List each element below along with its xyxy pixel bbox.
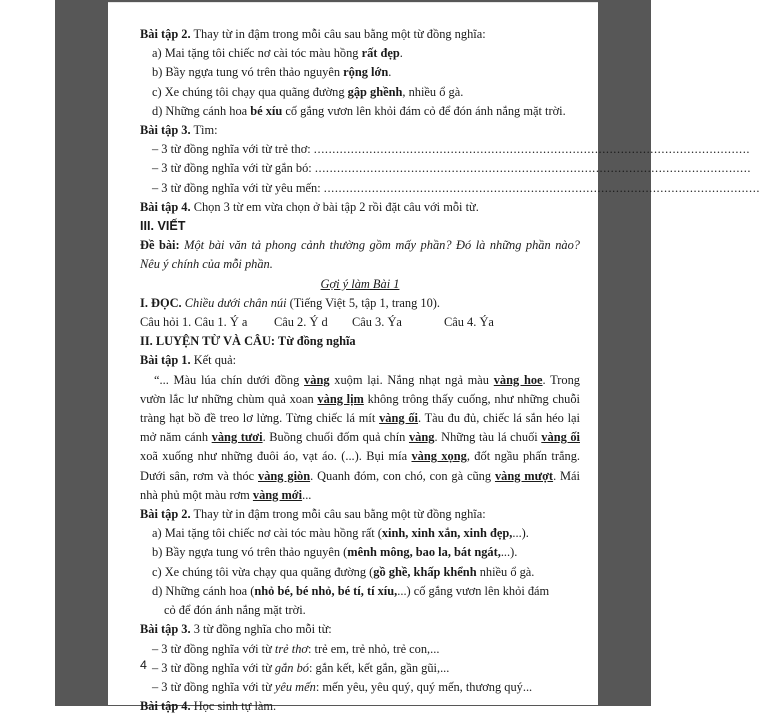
- item-text: Những cánh hoa (: [162, 583, 255, 598]
- exercise-prompt: Thay từ in đậm trong mỗi câu sau bằng một từ đồng nghĩa:: [190, 507, 486, 522]
- prompt-label: Đề bài:: [140, 238, 180, 253]
- item-text: Những cánh hoa: [162, 103, 251, 118]
- underlined-synonym: vàng mượt: [494, 468, 554, 483]
- item-text: – 3 từ đồng nghĩa với từ yêu mến:: [152, 180, 324, 195]
- item-bold-word: rộng lớn: [343, 65, 389, 80]
- answer-4-heading: [140, 697, 580, 716]
- prompt-text: Một bài văn tả phong cảnh thường gồm mấy phần? Đó là những phần nào? Nêu ý chính của mỗi phần.: [140, 238, 580, 272]
- question-answers-row: [140, 313, 580, 332]
- exercise-2-item-b: [140, 63, 580, 82]
- exercise-3-heading: [140, 121, 580, 140]
- item-text: , nhiều ổ gà.: [402, 84, 464, 99]
- exercise-3-item: [140, 159, 752, 178]
- exercise-prompt: Chọn 3 từ em vừa chọn ở bài tập 2 rồi đặt câu với mỗi từ.: [190, 199, 479, 214]
- passage-text: . Tàu đu đủ, chiếc lá sắn héo lại mở năm cánh: [140, 411, 580, 445]
- passage-text: . Buồng chuối đốm quả chín: [262, 430, 409, 445]
- item-text: .: [399, 46, 403, 61]
- underlined-synonym: vàng giòn: [258, 468, 311, 483]
- item-text: – 3 từ đồng nghĩa với từ trẻ thơ:: [152, 142, 314, 157]
- exercise-label: Bài tập 3.: [140, 123, 191, 138]
- item-marker: a): [152, 46, 162, 61]
- item-bold-word: mênh mông, bao la, bát ngát,: [347, 545, 501, 560]
- answer-2-item-c: [140, 563, 580, 582]
- exercise-label: Bài tập 3.: [140, 622, 191, 637]
- underlined-synonym: vàng: [304, 372, 330, 387]
- item-bold-word: nhỏ bé, bé nhỏ, bé tí, tí xíu,: [254, 583, 398, 598]
- item-marker: d): [152, 103, 163, 118]
- answer-2-heading: [140, 505, 580, 524]
- underlined-synonym: vàng ối: [541, 430, 580, 445]
- item-text: Mai tặng tôi chiếc nơ cài tóc màu hồng rất (: [161, 526, 382, 541]
- section-label: I. ĐỌC.: [140, 295, 182, 310]
- underlined-synonym: vàng hoe: [493, 372, 543, 387]
- item-text: Bầy ngựa tung vó trên thảo nguyên: [162, 65, 344, 80]
- answer-2-item-d: [140, 582, 580, 601]
- item-bold-word: xinh, xinh xắn, xinh đẹp,: [381, 526, 513, 541]
- item-text: Bầy ngựa tung vó trên thảo nguyên (: [162, 545, 348, 560]
- answer-1-passage: [140, 371, 580, 505]
- exercise-label: Bài tập 1.: [140, 353, 191, 368]
- item-text: : trẻ em, trẻ nhỏ, trẻ con,...: [308, 641, 440, 656]
- writing-prompt: [140, 236, 580, 274]
- passage-text: xoã xuống như những đuôi áo, vạt áo. (...). Bụi mía: [140, 449, 412, 464]
- answer-3-heading: [140, 620, 580, 639]
- exercise-prompt: 3 từ đồng nghĩa cho mỗi từ:: [190, 622, 332, 637]
- exercise-2-item-d: [140, 102, 580, 121]
- document-page: [108, 2, 760, 714]
- fill-in-blank[interactable]: ......................................................................................................................: [314, 161, 752, 176]
- item-bold-word: gập ghềnh: [347, 84, 403, 99]
- passage-text: ...: [302, 487, 312, 502]
- exercise-label: Bài tập 4.: [140, 699, 191, 714]
- answer-3-item: [140, 640, 580, 659]
- reading-section: [140, 294, 580, 313]
- item-text: Xe chúng tôi chạy qua quãng đường: [161, 84, 348, 99]
- exercise-3-item: [140, 179, 760, 198]
- exercise-3-item: [140, 140, 751, 159]
- item-text: cố gắng vươn lên khỏi đám cỏ để đón ánh nắng mặt trời.: [282, 103, 566, 118]
- question-answer: Câu 2. Ý d: [274, 315, 328, 330]
- item-text: – 3 từ đồng nghĩa với từ: [152, 660, 275, 675]
- exercise-2-heading: [140, 25, 580, 44]
- exercise-prompt: Học sinh tự làm.: [190, 699, 277, 714]
- item-text: – 3 từ đồng nghĩa với từ gắn bó:: [152, 161, 315, 176]
- question-answer: Câu 4. Ýa: [444, 315, 494, 330]
- item-marker: c): [152, 84, 162, 99]
- underlined-synonym: vàng ối: [379, 411, 418, 426]
- item-text: nhiều ổ gà.: [476, 564, 535, 579]
- item-marker: d): [152, 583, 163, 598]
- passage-text: . Trong vườn lắc lư những chùm quả xoan: [140, 372, 580, 406]
- fill-in-blank[interactable]: ......................................................................................................................: [323, 180, 760, 195]
- item-bold-word: bé xíu: [250, 103, 283, 118]
- answer-1-heading: [140, 351, 580, 370]
- page-content: [140, 25, 760, 716]
- item-bold-word: gồ ghề, khấp khểnh: [373, 564, 477, 579]
- answer-2-item-a: [140, 524, 580, 543]
- exercise-label: Bài tập 4.: [140, 199, 191, 214]
- passage-text: xuộm lại. Nắng nhạt ngả màu: [329, 372, 494, 387]
- passage-text: , đốt ngầu phấn trắng. Dưới sân, rơm và thóc: [140, 449, 580, 483]
- answer-2-item-d-continued: cỏ để đón ánh nắng mặt trời.: [164, 603, 306, 618]
- item-text: ...) cố gắng vươn lên khỏi đám: [397, 583, 550, 598]
- question-answer: Câu hỏi 1. Câu 1. Ý a: [140, 315, 248, 330]
- item-text: Xe chúng tôi vừa chạy qua quãng đường (: [161, 564, 374, 579]
- item-bold-word: rất đẹp: [361, 46, 400, 61]
- item-text: ...).: [500, 545, 518, 560]
- answer-2-item-b: [140, 543, 580, 562]
- section-2-heading: II. LUYỆN TỪ VÀ CÂU: Từ đồng nghĩa: [140, 334, 356, 349]
- underlined-synonym: vàng: [408, 430, 435, 445]
- exercise-label: Bài tập 2.: [140, 27, 191, 41]
- section-3-heading: III. VIẾT: [140, 219, 186, 234]
- passage-text: . Quanh đóm, con chó, con gà cũng: [310, 468, 495, 483]
- exercise-prompt: Kết quả:: [190, 353, 237, 368]
- exercise-prompt: Tìm:: [190, 123, 218, 138]
- passage-text: “... Màu lúa chín dưới đồng: [154, 372, 305, 387]
- question-answer: Câu 3. Ýa: [352, 315, 402, 330]
- answer-3-item: [140, 659, 580, 678]
- fill-in-blank[interactable]: ......................................................................................................................: [313, 142, 751, 157]
- passage-text: . Những tàu lá chuối: [434, 430, 542, 445]
- item-marker: a): [152, 526, 162, 541]
- underlined-synonym: vàng mới: [252, 487, 303, 502]
- item-marker: b): [152, 65, 163, 80]
- underlined-synonym: vàng xọng: [411, 449, 467, 464]
- underlined-synonym: vàng tươi: [211, 430, 263, 445]
- item-text: : mến yêu, yêu quý, quý mến, thương quý...: [315, 679, 533, 694]
- item-text: Mai tặng tôi chiếc nơ cài tóc màu hồng: [161, 46, 362, 61]
- item-marker: c): [152, 564, 162, 579]
- passage-text: không trông thấy cuống, như những chuỗi tràng hạt bồ đề treo lơ lửng. Từng chiếc lá mít: [140, 391, 580, 426]
- exercise-4-heading: [140, 198, 580, 217]
- answer-3-item: [140, 678, 580, 697]
- passage-text: . Mái nhà phủ một màu rơm: [140, 468, 580, 502]
- item-text: – 3 từ đồng nghĩa với từ: [152, 641, 275, 656]
- item-text: ...).: [512, 526, 529, 541]
- answers-title: Gợi ý làm Bài 1: [320, 276, 400, 291]
- item-italic-word: gắn bó: [274, 660, 309, 675]
- exercise-2-item-c: [140, 83, 580, 102]
- item-text: – 3 từ đồng nghĩa với từ: [152, 679, 275, 694]
- underlined-synonym: vàng lịm: [317, 391, 364, 406]
- item-italic-word: trẻ thơ: [274, 641, 309, 656]
- item-marker: b): [152, 545, 163, 560]
- item-text: .: [388, 65, 392, 80]
- reading-title: Chiều dưới chân núi: [181, 295, 287, 310]
- exercise-2-item-a: [140, 44, 580, 63]
- item-italic-word: yêu mến: [274, 679, 316, 694]
- exercise-prompt: Thay từ in đậm trong mỗi câu sau bằng một từ đồng nghĩa:: [190, 27, 486, 41]
- item-text: : gắn kết, kết gắn, gần gũi,...: [308, 660, 450, 675]
- page-number: 4: [140, 658, 147, 672]
- exercise-label: Bài tập 2.: [140, 507, 191, 522]
- reading-reference: (Tiếng Việt 5, tập 1, trang 10).: [286, 295, 441, 310]
